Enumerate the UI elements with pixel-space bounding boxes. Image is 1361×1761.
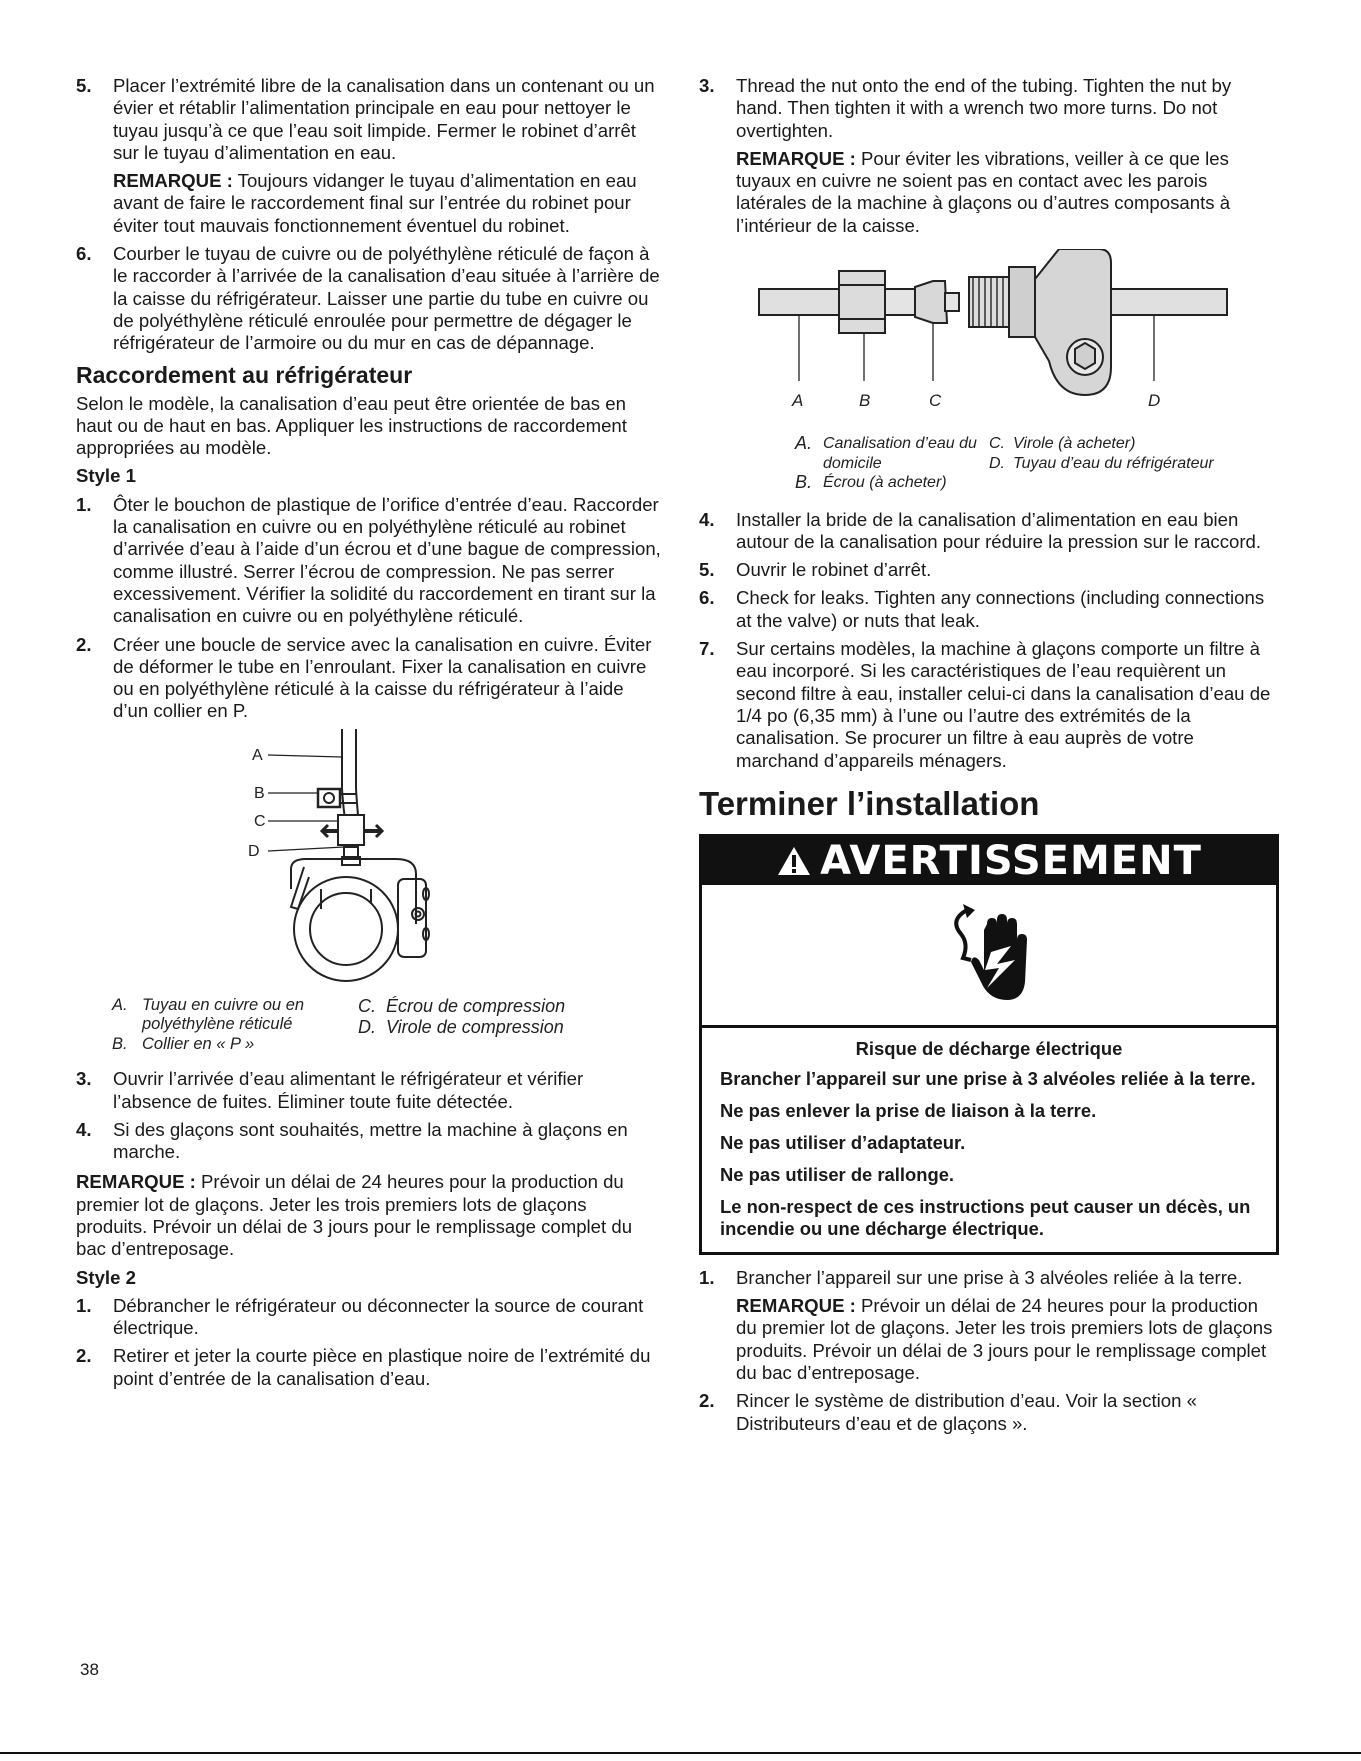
tubing-illustration	[699, 249, 1279, 434]
legend-key: D.	[989, 454, 1005, 472]
section-title: Raccordement au réfrigérateur	[76, 361, 413, 388]
step-text: Rincer le système de distribution d’eau. Voir la section « Distributeurs d’eau et de glaçons ».	[736, 1390, 1197, 1434]
note	[113, 170, 662, 237]
style2-step-2	[76, 1345, 662, 1390]
style-2-heading: Style 2	[76, 1266, 136, 1288]
legend-text: Écrou de compression	[386, 995, 566, 1016]
warning-risk: Risque de décharge électrique	[855, 1037, 1123, 1059]
remark-label: REMARQUE :	[76, 1171, 196, 1193]
step-text: Créer une boucle de service avec la canalisation en cuivre. Éviter de déformer le tube en l’enroulant. Fixer la canalisation en cuivre ou en polyéthylène réticulé à la caisse du réfrigérateur à l’aide d’un collier en P.	[113, 633, 652, 722]
step-number: 3.	[76, 1068, 92, 1090]
step-text: Installer la bride de la canalisation d’alimentation en eau bien autour de la canalisation pour réduire la pression sur le raccord.	[736, 508, 1262, 552]
valve-figure-legend	[112, 996, 662, 1055]
legend-text: Tuyau d’eau du réfrigérateur	[1013, 454, 1214, 472]
step-text: Ôter le bouchon de plastique de l’orifice d’entrée d’eau. Raccorder la canalisation en cuivre ou en polyéthylène réticulé au robinet d’arrivée d’eau à l’aide d’un écrou et d’une bague de compression, comme illustré. Serrer l’écrou de compression. Ne pas serrer excessivement. Vérifier la solidité du raccordement en tirant sur la canalisation en cuivre ou en polyéthylène réticulé.	[113, 493, 661, 627]
step-text: Retirer et jeter la courte pièce en plastique noire de l’extrémité du point d’entrée de la canalisation d’eau.	[113, 1345, 651, 1389]
step-number: 1.	[76, 493, 92, 515]
step-text: Placer l’extrémité libre de la canalisation dans un contenant ou un évier et rétablir l’alimentation principale en eau pour nettoyer le tuyau jusqu’à ce que l’eau soit limpide. Fermer le robinet d’arrêt sur le tuyau d’alimentation en eau.	[113, 75, 655, 163]
legend-key: B.	[112, 1034, 128, 1053]
callout-b: B	[254, 784, 265, 802]
note-text: Toujours vidanger le tuyau d’alimentation en eau avant de faire le raccordement final sur l’entrée du robinet pour éviter tout mauvais fonctionnement éventuel du robinet.	[113, 170, 637, 236]
legend-key: A.	[795, 433, 813, 454]
legend-text: Virole (à acheter)	[1013, 435, 1136, 453]
tubing-figure-legend	[795, 434, 1279, 493]
style1-step-3	[76, 1068, 662, 1113]
warning-triangle-icon	[776, 845, 812, 877]
legend-text: Tuyau en cuivre ou en polyéthylène réticulé	[142, 995, 305, 1034]
legend-key: A.	[112, 995, 128, 1014]
note	[736, 1295, 1279, 1384]
remark-text: Prévoir un délai de 24 heures pour la production du premier lot de glaçons. Jeter les trois premiers lots de glaçons produits. Prévoir un délai de 3 jours pour le remplissage complet du bac d’entreposage.	[76, 1171, 633, 1260]
finish-installation-title: Terminer l’installation	[699, 784, 1040, 822]
style2-step-1	[76, 1295, 662, 1340]
valve-illustration	[76, 729, 662, 994]
style2-step-6	[699, 587, 1279, 632]
left-column	[76, 75, 662, 1396]
step-number: 6.	[699, 587, 715, 609]
valve-figure	[76, 729, 662, 994]
step-number: 5.	[76, 75, 92, 96]
step-text: Thread the nut onto the end of the tubing. Tighten the nut by hand. Then tighten it with a wrench two more turns. Do not overtighten.	[736, 75, 1232, 141]
note-label: REMARQUE :	[736, 147, 856, 169]
finish-step-1	[699, 1267, 1279, 1384]
note-label: REMARQUE :	[736, 1295, 856, 1317]
legend-key: D.	[358, 1016, 376, 1037]
note	[736, 148, 1279, 237]
finish-step-2	[699, 1390, 1279, 1435]
callout-b: B	[859, 391, 871, 411]
step-text: Courber le tuyau de cuivre ou de polyéthylène réticulé de façon à le raccorder à l’arrivée de la canalisation d’eau située à l’arrière de la caisse du réfrigérateur. Laisser une partie du tube en cuivre ou de polyéthylène réticulé enroulée pour permettre de dégager le réfrigérateur de l’armoire ou du mur en cas de dépannage.	[113, 243, 660, 354]
legend-key: B.	[795, 472, 813, 493]
style1-step-4	[76, 1119, 662, 1164]
style-1-heading: Style 1	[76, 465, 136, 487]
section-intro: Selon le modèle, la canalisation d’eau peut être orientée de bas en haut ou de haut en bas. Appliquer les instructions de raccordement appropriées au modèle.	[76, 392, 627, 459]
right-column	[699, 75, 1279, 1441]
step-text: Si des glaçons sont souhaités, mettre la machine à glaçons en marche.	[113, 1118, 628, 1163]
step-text: Brancher l’appareil sur une prise à 3 alvéoles reliée à la terre.	[736, 1266, 1243, 1288]
note-text: Prévoir un délai de 24 heures pour la production du premier lot de glaçons. Jeter les trois premiers lots de glaçons produits. Prévoir un délai de 3 jours pour le remplissage complet du bac d’entreposage.	[736, 1295, 1273, 1384]
callout-a: A	[792, 391, 804, 411]
warning-header-text: AVERTISSEMENT	[820, 837, 1202, 884]
step-5	[76, 75, 662, 237]
step-text: Ouvrir l’arrivée d’eau alimentant le réfrigérateur et vérifier l’absence de fuites. Éliminer toute fuite détectée.	[113, 1068, 584, 1112]
step-number: 1.	[76, 1294, 92, 1316]
legend-key: C.	[358, 995, 376, 1016]
warning-box	[699, 834, 1279, 1255]
warning-line: Brancher l’appareil sur une prise à 3 alvéoles reliée à la terre.	[720, 1067, 1256, 1089]
warning-header	[702, 837, 1276, 885]
step-number: 6.	[76, 243, 92, 265]
legend-key: C.	[989, 435, 1005, 453]
callout-d: D	[1148, 391, 1161, 411]
legend-text: Collier en « P »	[142, 1034, 255, 1053]
callout-c: C	[929, 391, 942, 411]
step-number: 2.	[699, 1390, 715, 1412]
style1-step-2	[76, 634, 662, 723]
warning-line: Ne pas utiliser d’adaptateur.	[720, 1131, 966, 1153]
page-number: 38	[80, 1660, 99, 1679]
note-text: Pour éviter les vibrations, veiller à ce que les tuyaux en cuivre ne soient pas en contact avec les parois latérales de la machine à glaçons ou d’autres composants à l’intérieur de la caisse.	[736, 147, 1231, 236]
step-number: 5.	[699, 559, 715, 581]
remark	[76, 1171, 662, 1260]
electric-shock-icon	[702, 885, 1276, 1028]
step-text: Sur certains modèles, la machine à glaçons comporte un filtre à eau incorporé. Si les caractéristiques de l’eau requièrent un second filtre à eau, installer celui-ci dans la canalisation d’eau de 1/4 po (6,35 mm) à l’une ou l’autre des extrémités de la canalisation. Se procurer un filtre à eau auprès de votre marchand d’appareils ménagers.	[736, 638, 1271, 771]
step-text: Ouvrir le robinet d’arrêt.	[736, 559, 932, 581]
style2-step-5	[699, 559, 1279, 581]
warning-body	[702, 1028, 1276, 1252]
warning-line: Ne pas utiliser de rallonge.	[720, 1163, 955, 1185]
legend-text: Virole de compression	[386, 1016, 564, 1037]
warning-line: Ne pas enlever la prise de liaison à la terre.	[720, 1099, 1097, 1121]
style2-step-4	[699, 509, 1279, 554]
step-number: 2.	[76, 633, 92, 655]
callout-d: D	[248, 842, 260, 860]
note-label: REMARQUE :	[113, 170, 233, 192]
step-number: 1.	[699, 1266, 715, 1288]
step-number: 4.	[76, 1118, 92, 1140]
tubing-figure	[699, 249, 1279, 434]
callout-c: C	[254, 812, 266, 830]
legend-text: Canalisation d’eau du domicile	[823, 435, 977, 472]
step-text: Check for leaks. Tighten any connections (including connections at the valve) or nuts that leak.	[736, 587, 1265, 631]
style1-step-1	[76, 494, 662, 628]
warning-line: Le non-respect de ces instructions peut causer un décès, un incendie ou une décharge électrique.	[720, 1195, 1251, 1239]
step-6	[76, 243, 662, 354]
style2-step-3	[699, 75, 1279, 237]
style2-step-7	[699, 638, 1279, 772]
step-text: Débrancher le réfrigérateur ou déconnecter la source de courant électrique.	[113, 1294, 644, 1339]
legend-text: Écrou (à acheter)	[823, 474, 947, 492]
step-number: 3.	[699, 75, 715, 96]
step-number: 4.	[699, 508, 715, 530]
step-number: 2.	[76, 1345, 92, 1367]
page-bottom-rule	[0, 1752, 1361, 1754]
callout-a: A	[252, 746, 263, 764]
step-number: 7.	[699, 638, 715, 660]
